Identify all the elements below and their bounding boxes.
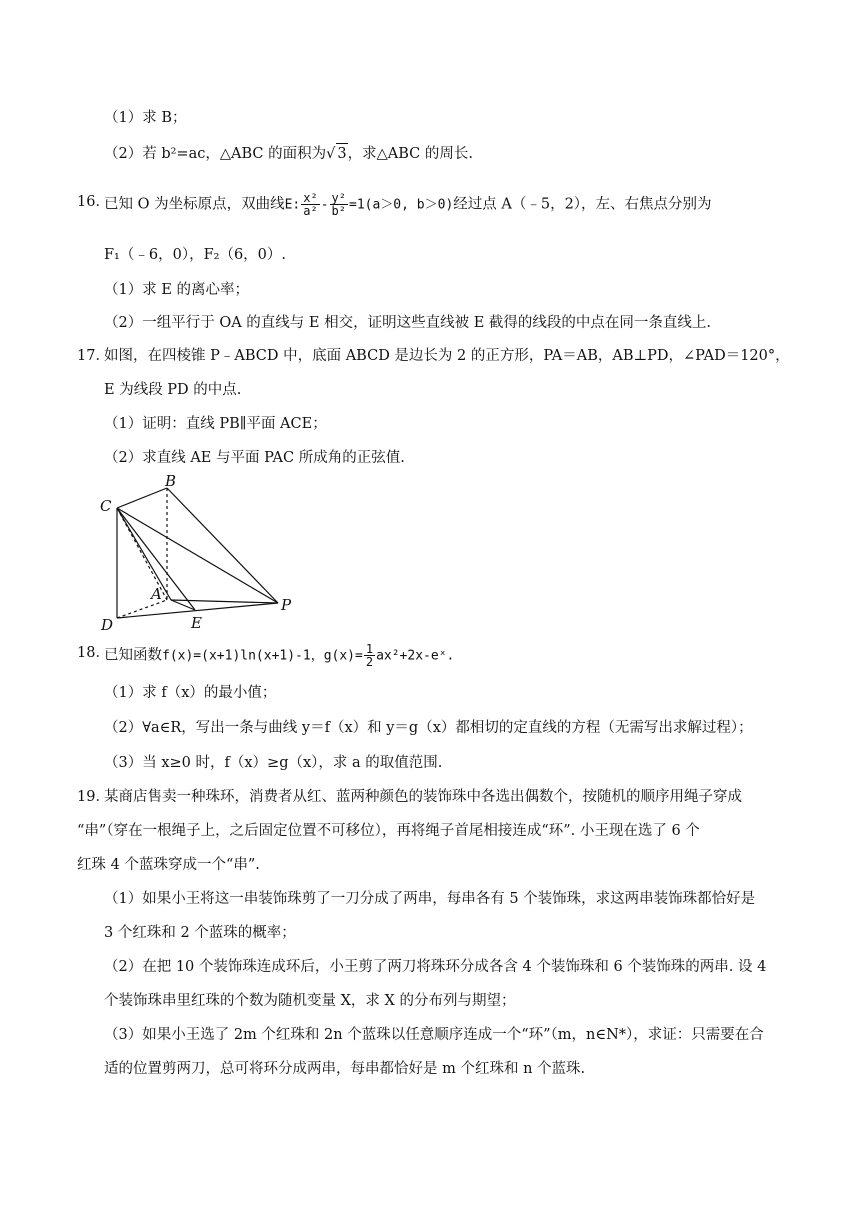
fraction-one-half [364, 643, 375, 668]
pyramid-figure [95, 470, 305, 635]
label-A: A [151, 585, 162, 603]
q19-part2-a: （2）在把 10 个装饰珠连成环后，小王剪了两刀将珠环分成各含 4 个装饰珠和 6 个装饰珠的两串. 设 4 [104, 959, 767, 975]
q15-part2-text-a: （2）若 b²=ac，△ABC 的面积为 [104, 146, 327, 162]
sqrt-symbol: √ [326, 146, 336, 162]
q19-part3-a: （3）如果小王选了 2m 个红珠和 2n 个蓝珠以任意顺序连成一个“环”（m，n∈N*），求证：只需要在合 [104, 1027, 764, 1043]
q17-part2: （2）求直线 AE 与平面 PAC 所成角的正弦值. [104, 450, 405, 466]
denominator: b² [331, 204, 346, 218]
q19-part3-b: 适的位置剪两刀，总可将环分成两串，每串都恰好是 m 个红珠和 n 个蓝珠. [104, 1061, 586, 1077]
label-E: E [191, 614, 202, 632]
q18-part3: （3）当 x≥0 时，f（x）≥g（x），求 a 的取值范围. [104, 755, 443, 771]
q18-stem [104, 643, 454, 668]
q15-part1: （1）求 B； [104, 110, 187, 126]
q19-part1-b: 3 个红珠和 2 个蓝珠的概率； [104, 925, 296, 941]
q18-part2: （2）∀a∈R，写出一条与曲线 y＝f（x）和 y＝g（x）都相切的定直线的方程（无需写出求解过程）； [104, 720, 753, 736]
numerator: x² [303, 191, 318, 205]
q18-stem-a: 已知函数 [104, 647, 162, 664]
function-definition: f(x)=(x+1)ln(x+1)-1，g(x)= [162, 648, 363, 664]
equation-rest: =1(a＞0, b＞0) [349, 197, 454, 213]
q19-part1-a: （1）如果小王将这一串装饰珠剪了一刀分成了两串，每串各有 5 个装饰珠，求这两串装饰珠都恰好是 [104, 891, 756, 907]
q18-part1: （1）求 f（x）的最小值； [104, 685, 277, 701]
q17-stem-b: E 为线段 PD 的中点. [104, 382, 242, 398]
q17-stem-a: 如图，在四棱锥 P﹣ABCD 中，底面 ABCD 是边长为 2 的正方形，PA＝AB，AB⊥PD，∠PAD＝120°， [104, 348, 790, 364]
label-C: C [100, 497, 112, 515]
edge-BP [167, 488, 278, 603]
q17-number: 17． [77, 348, 110, 364]
edge-CP [117, 508, 278, 603]
label-D: D [101, 616, 114, 634]
q19-part2-b: 个装饰珠串里红珠的个数为随机变量 X，求 X 的分布列与期望； [104, 993, 516, 1009]
q15-part2 [104, 143, 473, 164]
denominator: a² [303, 204, 318, 218]
edge-CA [117, 508, 171, 600]
q16-number: 16． [77, 194, 110, 210]
q15-part2-text-b: ，求△ABC 的周长. [347, 146, 473, 162]
g-definition-rest: ax²+2x-eˣ. [376, 648, 455, 664]
label-B: B [165, 472, 177, 490]
q16-stem [104, 192, 712, 217]
denominator: 2 [365, 655, 374, 669]
numerator: y² [331, 191, 346, 205]
q17-part1: （1）证明：直线 PB∥平面 ACE； [104, 416, 327, 432]
edge-AP [171, 600, 278, 603]
fraction-x2-a2 [301, 192, 319, 217]
minus-sign: - [320, 197, 329, 213]
q16-part2: （2）一组平行于 OA 的直线与 E 相交，证明这些直线被 E 截得的线段的中点在同一条直线上. [104, 315, 712, 331]
q18-number: 18． [77, 645, 110, 661]
hyperbola-label: E: [284, 197, 301, 213]
sqrt-radicand: 3 [336, 143, 347, 164]
q19-line2: “串”（穿在一根绳子上，之后固定位置不可移位），再将绳子首尾相接连成“环”. 小王现在选了 6 个 [77, 823, 700, 839]
q19-number: 19． [77, 789, 110, 805]
fraction-y2-b2 [330, 192, 348, 217]
q16-foci: F₁（﹣6，0），F₂（6，0）. [104, 247, 287, 263]
label-P: P [281, 596, 292, 614]
q16-part1: （1）求 E 的离心率； [104, 282, 250, 298]
numerator: 1 [365, 642, 374, 656]
q19-line1: 某商店售卖一种珠环，消费者从红、蓝两种颜色的装饰珠中各选出偶数个，按随机的顺序用绳子穿成 [104, 789, 742, 805]
edge-CB [117, 488, 167, 508]
q19-line3: 红珠 4 个蓝珠穿成一个“串”. [77, 857, 260, 873]
q16-stem-a: 已知 O 为坐标原点，双曲线 [104, 196, 285, 213]
q16-stem-b: 经过点 A（﹣5，2），左、右焦点分别为 [453, 196, 712, 213]
